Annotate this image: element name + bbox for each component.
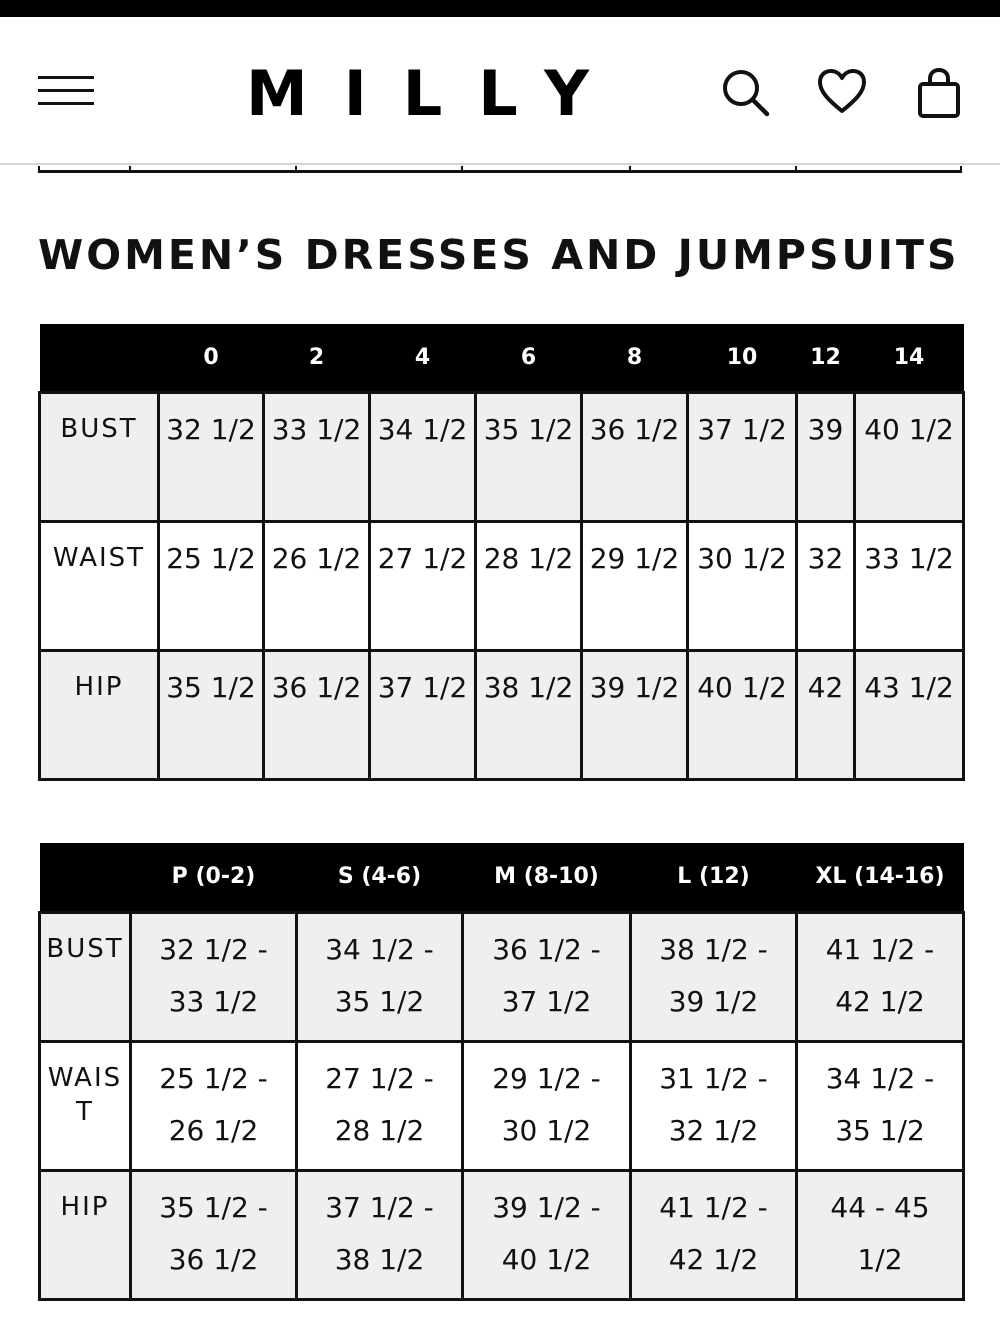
size-header-cell: P (0-2) xyxy=(131,843,297,912)
table-row xyxy=(40,650,964,779)
measurement-value-cell: 27 1/2 - 28 1/2 xyxy=(297,1041,463,1170)
header-cell-empty xyxy=(40,324,159,392)
heart-icon[interactable] xyxy=(817,67,867,119)
size-header-cell: 2 xyxy=(264,324,370,392)
menu-line xyxy=(38,89,94,92)
measurement-value-cell: 36 1/2 xyxy=(264,650,370,779)
size-header-cell: M (8-10) xyxy=(463,843,631,912)
measurement-value-cell: 40 1/2 xyxy=(855,392,964,521)
measurement-value-cell: 28 1/2 xyxy=(476,521,582,650)
measurement-value-cell: 32 xyxy=(797,521,855,650)
measurement-value-cell: 27 1/2 xyxy=(370,521,476,650)
measurement-value-cell: 37 1/2 xyxy=(370,650,476,779)
measurement-label: BUST xyxy=(40,392,159,521)
measurement-value-cell: 31 1/2 - 32 1/2 xyxy=(631,1041,797,1170)
measurement-value-cell: 26 1/2 xyxy=(264,521,370,650)
size-header-cell: 4 xyxy=(370,324,476,392)
size-header-cell: 10 xyxy=(688,324,797,392)
table-row xyxy=(40,1170,964,1299)
section-title: WOMEN’S DRESSES AND JUMPSUITS xyxy=(38,231,960,279)
measurement-value-cell: 29 1/2 - 30 1/2 xyxy=(463,1041,631,1170)
column-divider xyxy=(129,166,131,170)
measurement-label: BUST xyxy=(40,912,131,1041)
measurement-value-cell: 30 1/2 xyxy=(688,521,797,650)
table-row xyxy=(40,392,964,521)
measurement-value-cell: 32 1/2 xyxy=(159,392,264,521)
header-cell-empty xyxy=(40,843,131,912)
measurement-value-cell: 36 1/2 - 37 1/2 xyxy=(463,912,631,1041)
table-row xyxy=(40,1041,964,1170)
numeric-size-table xyxy=(38,324,965,781)
measurement-value-cell: 38 1/2 xyxy=(476,650,582,779)
measurement-value-cell: 33 1/2 xyxy=(855,521,964,650)
menu-line xyxy=(38,76,94,79)
measurement-value-cell: 40 1/2 xyxy=(688,650,797,779)
size-header-cell: XL (14-16) xyxy=(797,843,964,912)
table-row xyxy=(40,521,964,650)
menu-line xyxy=(38,102,94,105)
measurement-value-cell: 25 1/2 - 26 1/2 xyxy=(131,1041,297,1170)
size-header-cell: 6 xyxy=(476,324,582,392)
size-header-cell: L (12) xyxy=(631,843,797,912)
table-header-row xyxy=(40,324,964,392)
size-header-cell: 0 xyxy=(159,324,264,392)
letter-size-table xyxy=(38,843,965,1301)
measurement-value-cell: 39 1/2 - 40 1/2 xyxy=(463,1170,631,1299)
shopping-bag-icon[interactable] xyxy=(915,67,963,119)
measurement-value-cell: 35 1/2 xyxy=(476,392,582,521)
brand-logo[interactable]: MILLY xyxy=(246,57,626,130)
column-divider xyxy=(461,166,463,170)
measurement-value-cell: 34 1/2 - 35 1/2 xyxy=(797,1041,964,1170)
measurement-value-cell: 37 1/2 - 38 1/2 xyxy=(297,1170,463,1299)
measurement-value-cell: 38 1/2 - 39 1/2 xyxy=(631,912,797,1041)
hamburger-menu-icon[interactable] xyxy=(38,74,96,108)
measurement-value-cell: 34 1/2 - 35 1/2 xyxy=(297,912,463,1041)
column-divider xyxy=(295,166,297,170)
size-header-cell: 14 xyxy=(855,324,964,392)
table-row xyxy=(40,912,964,1041)
size-header-cell: 8 xyxy=(582,324,688,392)
measurement-value-cell: 36 1/2 xyxy=(582,392,688,521)
measurement-value-cell: 39 1/2 xyxy=(582,650,688,779)
measurement-label: WAIST xyxy=(40,521,159,650)
measurement-value-cell: 43 1/2 xyxy=(855,650,964,779)
measurement-value-cell: 35 1/2 xyxy=(159,650,264,779)
measurement-value-cell: 41 1/2 - 42 1/2 xyxy=(797,912,964,1041)
top-black-bar xyxy=(0,0,1000,17)
measurement-value-cell: 32 1/2 - 33 1/2 xyxy=(131,912,297,1041)
size-header-cell: 12 xyxy=(797,324,855,392)
measurement-value-cell: 41 1/2 - 42 1/2 xyxy=(631,1170,797,1299)
measurement-value-cell: 37 1/2 xyxy=(688,392,797,521)
measurement-label: HIP xyxy=(40,650,159,779)
measurement-value-cell: 34 1/2 xyxy=(370,392,476,521)
measurement-value-cell: 33 1/2 xyxy=(264,392,370,521)
column-divider xyxy=(629,166,631,170)
table-header-row xyxy=(40,843,964,912)
measurement-value-cell: 42 xyxy=(797,650,855,779)
measurement-value-cell: 39 xyxy=(797,392,855,521)
column-divider xyxy=(795,166,797,170)
size-header-cell: S (4-6) xyxy=(297,843,463,912)
measurement-value-cell: 29 1/2 xyxy=(582,521,688,650)
previous-table-bottom-edge xyxy=(38,166,962,173)
measurement-label: WAIST xyxy=(40,1041,131,1170)
site-header xyxy=(0,17,1000,165)
search-icon[interactable] xyxy=(720,67,770,119)
measurement-value-cell: 44 - 45 1/2 xyxy=(797,1170,964,1299)
measurement-label: HIP xyxy=(40,1170,131,1299)
measurement-value-cell: 35 1/2 - 36 1/2 xyxy=(131,1170,297,1299)
measurement-value-cell: 25 1/2 xyxy=(159,521,264,650)
